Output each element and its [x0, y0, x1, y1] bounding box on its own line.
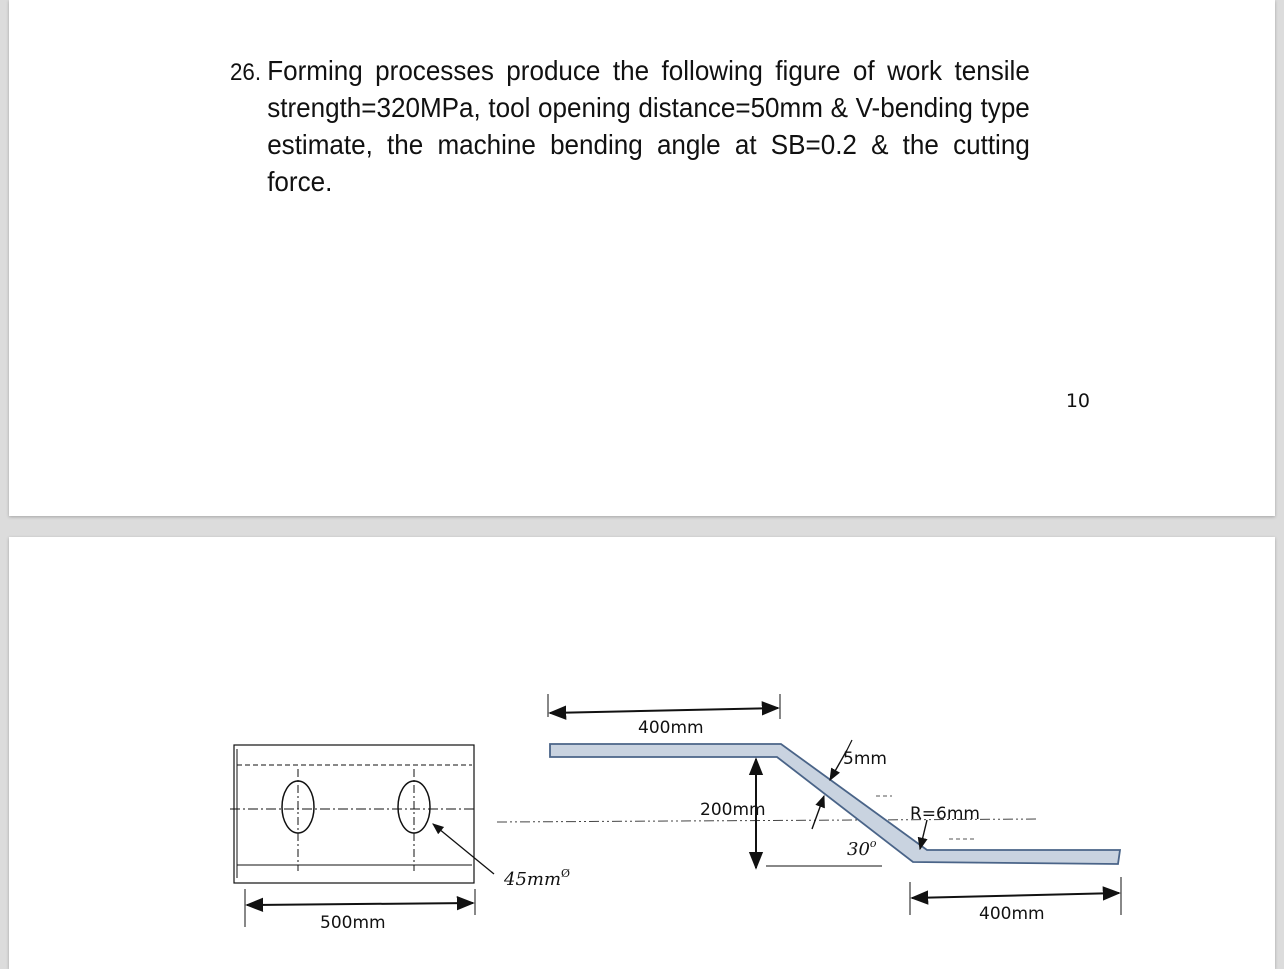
plate-width-label: 500mm	[320, 913, 386, 933]
page-number: 10	[1065, 390, 1090, 412]
bent-part	[550, 744, 1120, 864]
document-page-1	[9, 0, 1275, 516]
plate-width-dimension	[247, 903, 473, 905]
radius-label: R=6mm	[910, 804, 980, 824]
thickness-arrow-inner	[812, 796, 824, 829]
height-label: 200mm	[700, 800, 766, 820]
bent-part-view	[497, 694, 1121, 924]
thickness-label: 5mm	[843, 749, 887, 769]
plate-view	[230, 745, 570, 933]
radius-leader	[920, 820, 927, 849]
question-block	[230, 52, 1030, 200]
hole-diameter-label: $45mm^Ø$	[504, 867, 571, 890]
bottom-length-dimension	[912, 893, 1119, 898]
question-number: 26.	[230, 59, 262, 86]
forming-figure	[9, 537, 1275, 969]
angle-label: 30$^o$	[847, 837, 877, 860]
top-length-label: 400mm	[638, 718, 704, 738]
question-text: Forming processes produce the following figure of work tensile strength=320MPa, tool opening distance=50mm & V-bending type estimate, the machine bending angle at SB=0.2 & the cutting force.	[267, 55, 1030, 197]
top-length-dimension	[550, 708, 778, 713]
bottom-length-label: 400mm	[979, 904, 1045, 924]
hole-leader	[433, 824, 494, 874]
plate-outline	[234, 745, 474, 883]
document-page-2	[9, 537, 1275, 969]
